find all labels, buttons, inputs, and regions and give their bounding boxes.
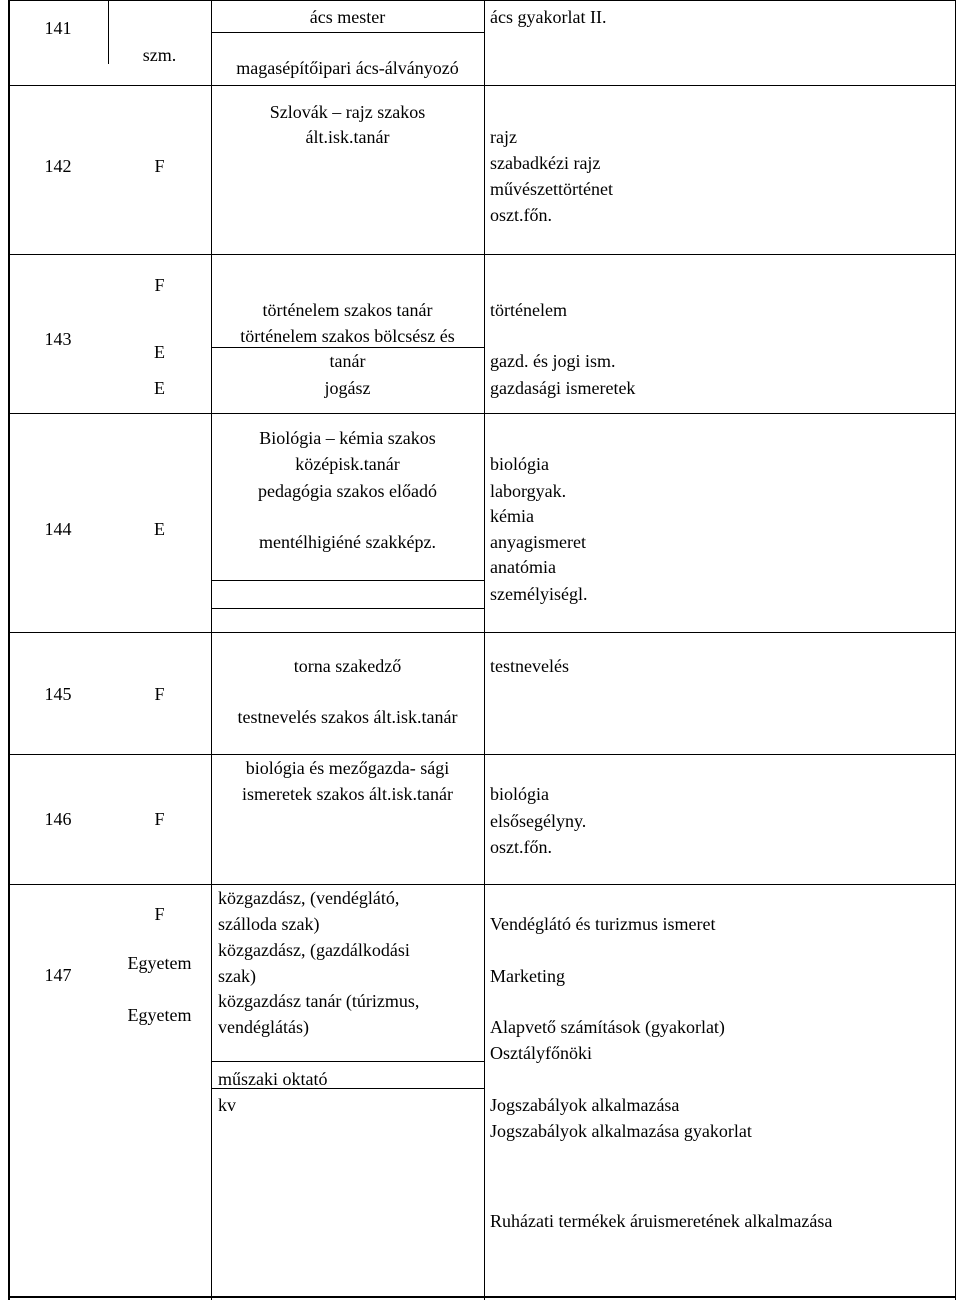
qualification-line: Szlovák – rajz szakos <box>269 102 426 122</box>
subject-line: Jogszabályok alkalmazása gyakorlat <box>490 1121 752 1141</box>
column-border-qual-subj <box>484 0 485 1300</box>
subject-line: anatómia <box>490 557 556 577</box>
row-code: F <box>154 275 165 295</box>
qualification-line: közgazdász, (vendéglátó, <box>218 888 400 908</box>
subject-line: gazdasági ismeretek <box>490 378 636 398</box>
subject-line: Alapvető számítások (gyakorlat) <box>490 1017 725 1037</box>
subject-line: szabadkézi rajz <box>490 153 601 173</box>
qualification-line: műszaki oktató <box>218 1069 328 1089</box>
qualification-line: kv <box>218 1095 236 1115</box>
qualification-line: ács mester <box>309 7 386 27</box>
row-code: F <box>154 904 165 924</box>
row-number: 145 <box>44 684 72 704</box>
qualification-line: jogász <box>324 378 371 398</box>
qualification-line: biológia és mezőgazda- sági <box>245 758 450 778</box>
row-border <box>8 754 956 755</box>
qualification-line: mentélhigiéné szakképz. <box>259 532 436 552</box>
row-border <box>8 413 956 414</box>
subject-line: elsősegélyny. <box>490 811 587 831</box>
subject-line: oszt.főn. <box>490 837 552 857</box>
subject-line: Vendéglátó és turizmus ismeret <box>490 914 716 934</box>
subrow-line <box>211 608 485 609</box>
subject-line: biológia <box>490 784 549 804</box>
column-border-left <box>8 0 10 1300</box>
subject-line: rajz <box>490 127 517 147</box>
subrow-line <box>211 347 485 348</box>
row-number: 147 <box>44 965 72 985</box>
row-border <box>8 632 956 633</box>
row-code: E <box>154 342 165 362</box>
row-number: 146 <box>44 809 72 829</box>
subject-line: oszt.főn. <box>490 205 552 225</box>
qualification-line: pedagógia szakos előadó <box>258 481 437 501</box>
row-code: F <box>154 156 165 176</box>
row-number: 141 <box>44 18 72 38</box>
row-border <box>8 884 956 885</box>
column-border-right <box>955 0 956 1300</box>
subrow-line <box>211 580 485 581</box>
qualification-line: történelem szakos bölcsész és <box>240 326 455 346</box>
qualification-line: történelem szakos tanár <box>262 300 433 320</box>
qualification-line: Biológia – kémia szakos <box>259 428 436 448</box>
subject-line: biológia <box>490 454 549 474</box>
subject-line: Osztályfőnöki <box>490 1043 592 1063</box>
qualification-line: ált.isk.tanár <box>305 127 390 147</box>
subject-line: Jogszabályok alkalmazása <box>490 1095 680 1115</box>
qualification-line: szak) <box>218 966 256 986</box>
subject-line: laborgyak. <box>490 481 567 501</box>
qualification-line: ismeretek szakos ált.isk.tanár <box>242 784 453 804</box>
subject-line: anyagismeret <box>490 532 586 552</box>
row-border <box>8 85 956 86</box>
row-code: F <box>154 809 165 829</box>
row-number: 144 <box>44 519 72 539</box>
subject-line: Ruházati termékek áruismeretének alkalmazása <box>490 1211 833 1231</box>
qualification-line: középisk.tanár <box>295 454 400 474</box>
qualification-line: közgazdász, (gazdálkodási <box>218 940 410 960</box>
subject-line: gazd. és jogi ism. <box>490 351 616 371</box>
qualification-line: magasépítőipari ács-álványozó <box>236 58 459 78</box>
row-border-bottom <box>8 1296 956 1298</box>
row-code: Egyetem <box>127 953 192 973</box>
qualification-line: torna szakedző <box>293 656 402 676</box>
qualification-line: vendéglátás) <box>218 1017 309 1037</box>
subject-line: kémia <box>490 506 534 526</box>
row-number: 143 <box>44 329 72 349</box>
qualification-line: szálloda szak) <box>218 914 320 934</box>
column-border-code-qual <box>211 0 212 1300</box>
subject-line: művészettörténet <box>490 179 613 199</box>
subject-line: történelem <box>490 300 567 320</box>
qualification-line: testnevelés szakos ált.isk.tanár <box>237 707 458 727</box>
qualification-line: tanár <box>329 351 366 371</box>
row-border <box>8 0 956 1</box>
row-code: E <box>154 519 165 539</box>
subrow-line <box>211 32 485 33</box>
subject-line: Marketing <box>490 966 565 986</box>
qualification-line: közgazdász tanár (túrizmus, <box>218 991 420 1011</box>
subrow-line <box>211 1061 485 1062</box>
subject-line: testnevelés <box>490 656 569 676</box>
row-code: szm. <box>142 45 177 65</box>
subject-line: ács gyakorlat II. <box>490 7 607 27</box>
row-number: 142 <box>44 156 72 176</box>
row-code: E <box>154 378 165 398</box>
row-code: F <box>154 684 165 704</box>
row-code: Egyetem <box>127 1005 192 1025</box>
subject-line: személyiségl. <box>490 584 588 604</box>
row-border <box>8 254 956 255</box>
